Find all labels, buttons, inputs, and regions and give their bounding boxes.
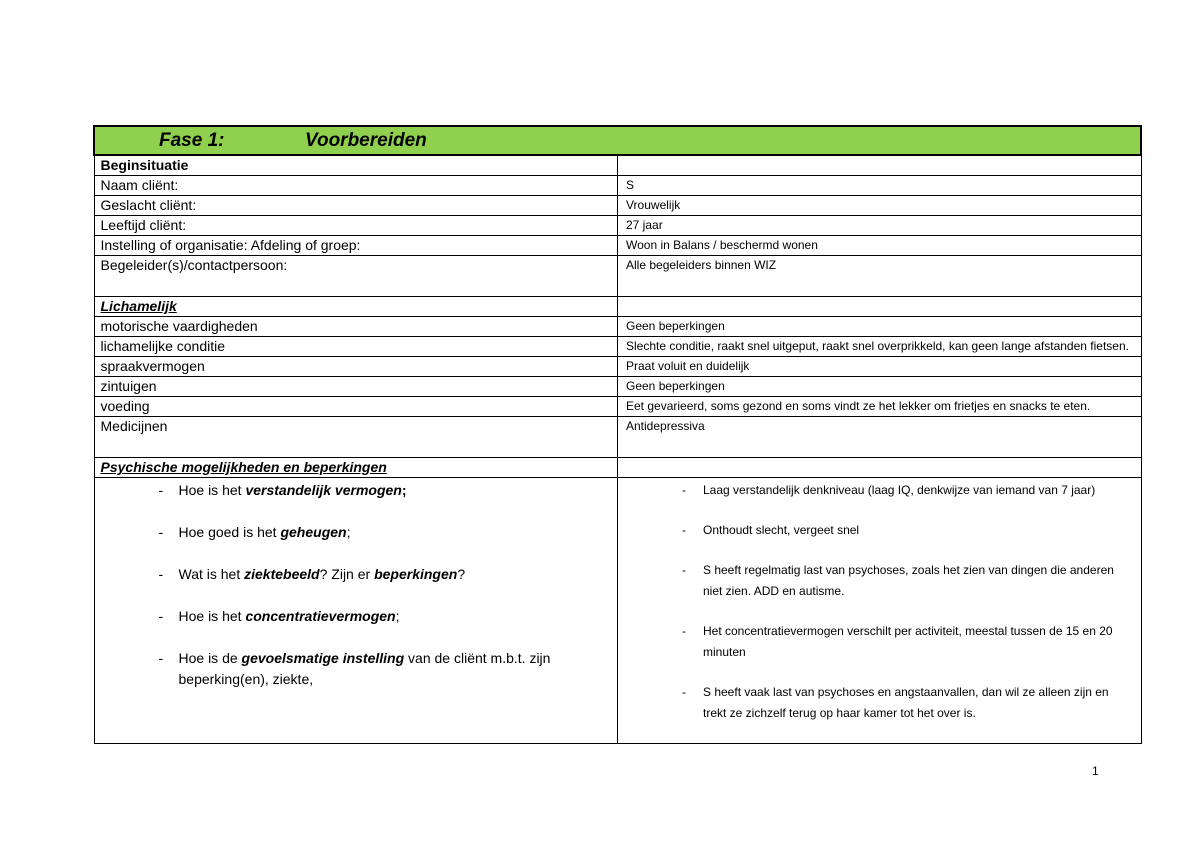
question-text: ; <box>395 608 400 624</box>
list-item <box>626 621 1135 663</box>
row-label: Begeleider(s)/contactpersoon: <box>94 256 618 297</box>
table-row <box>94 176 1141 196</box>
empty-cell <box>618 155 1142 176</box>
question-text: ; <box>401 482 407 498</box>
row-value: Alle begeleiders binnen WIZ <box>618 256 1142 297</box>
dash: - <box>158 524 164 540</box>
psychisch-heading-text: Psychische mogelijkheden en beperkingen <box>100 459 387 475</box>
question-text: Wat is het <box>178 566 245 582</box>
row-value: Antidepressiva <box>618 417 1142 458</box>
question-text: Hoe is het <box>178 608 246 624</box>
row-label: zintuigen <box>94 377 618 397</box>
list-item <box>626 560 1135 602</box>
table-row <box>94 377 1141 397</box>
section-heading-psychisch <box>94 458 618 478</box>
question-emphasis: gevoelsmatige instelling <box>241 650 405 666</box>
row-label: lichamelijke conditie <box>94 337 618 357</box>
dash: - <box>158 608 164 624</box>
table-row <box>94 236 1141 256</box>
dash: - <box>158 566 164 582</box>
question-emphasis: concentratievermogen <box>245 608 396 624</box>
section-row <box>94 155 1141 176</box>
list-item <box>101 564 612 585</box>
question-text: Hoe is de <box>178 650 242 666</box>
row-label: Geslacht cliënt: <box>94 196 618 216</box>
answer-text: Onthoudt slecht, vergeet snel <box>703 523 860 537</box>
row-value: Geen beperkingen <box>618 317 1142 337</box>
list-item <box>626 682 1135 724</box>
table-row <box>94 337 1141 357</box>
phase-header <box>94 126 1141 155</box>
question-text: Hoe is het <box>178 482 246 498</box>
dash: - <box>682 624 686 638</box>
question-emphasis: verstandelijk vermogen <box>245 482 402 498</box>
list-item <box>101 480 612 501</box>
row-value: 27 jaar <box>618 216 1142 236</box>
section-heading-lichamelijk: Lichamelijk <box>94 297 618 317</box>
answer-text: S heeft vaak last van psychoses en angstaanvallen, dan wil ze alleen zijn en trekt ze zichzelf terug op haar kamer tot het over is. <box>703 685 1109 720</box>
phase-header-row <box>94 126 1141 155</box>
row-value: Geen beperkingen <box>618 377 1142 397</box>
row-label: Naam cliënt: <box>94 176 618 196</box>
row-value: Slechte conditie, raakt snel uitgeput, raakt snel overprikkeld, kan geen lange afstanden fietsen. <box>618 337 1142 357</box>
table-row <box>94 196 1141 216</box>
question-answer-row <box>94 478 1141 744</box>
question-text: ? Zijn er <box>319 566 375 582</box>
phase-label: Fase 1: <box>159 129 225 151</box>
dash: - <box>682 523 686 537</box>
section-row <box>94 297 1141 317</box>
dash: - <box>682 563 686 577</box>
questions-cell <box>94 478 618 744</box>
question-text: van de cliënt m.b.t. zijn beperking(en), ziekte, <box>178 650 551 687</box>
list-item <box>626 480 1135 501</box>
row-label: Leeftijd cliënt: <box>94 216 618 236</box>
answers-cell <box>618 478 1142 744</box>
dash: - <box>158 482 164 498</box>
table-row <box>94 417 1141 458</box>
empty-cell <box>618 297 1142 317</box>
table-row <box>94 357 1141 377</box>
row-value: Vrouwelijk <box>618 196 1142 216</box>
question-text: Hoe goed is het <box>178 524 281 540</box>
empty-cell <box>618 458 1142 478</box>
table-row <box>94 256 1141 297</box>
phase-title: Voorbereiden <box>305 129 427 151</box>
table-row <box>94 397 1141 417</box>
row-value: Praat voluit en duidelijk <box>618 357 1142 377</box>
question-list <box>101 478 612 690</box>
page-number: 1 <box>1092 764 1099 778</box>
row-label: voeding <box>94 397 618 417</box>
answer-text: S heeft regelmatig last van psychoses, zoals het zien van dingen die anderen niet zien. ADD en autisme. <box>703 563 1114 598</box>
list-item <box>101 522 612 543</box>
table-row <box>94 216 1141 236</box>
list-item <box>626 520 1135 541</box>
answer-text: Het concentratievermogen verschilt per activiteit, meestal tussen de 15 en 20 minuten <box>703 624 1113 659</box>
table-row <box>94 317 1141 337</box>
row-label: spraakvermogen <box>94 357 618 377</box>
row-label: motorische vaardigheden <box>94 317 618 337</box>
list-item <box>101 606 612 627</box>
question-text: ? <box>457 566 466 582</box>
dash: - <box>682 483 686 497</box>
row-value: S <box>618 176 1142 196</box>
row-label: Medicijnen <box>94 417 618 458</box>
row-label: Instelling of organisatie: Afdeling of groep: <box>94 236 618 256</box>
row-value: Eet gevarieerd, soms gezond en soms vindt ze het lekker om frietjes en snacks te eten. <box>618 397 1142 417</box>
question-emphasis: beperkingen <box>374 566 458 582</box>
question-text: ; <box>346 524 351 540</box>
question-emphasis: ziektebeeld <box>244 566 320 582</box>
answer-text: Laag verstandelijk denkniveau (laag IQ, denkwijze van iemand van 7 jaar) <box>703 483 1096 497</box>
section-heading-beginsituatie: Beginsituatie <box>94 155 618 176</box>
section-row <box>94 458 1141 478</box>
dash: - <box>682 685 686 699</box>
answer-list <box>626 478 1135 724</box>
intake-table <box>93 125 1142 744</box>
dash: - <box>158 650 164 666</box>
row-value: Woon in Balans / beschermd wonen <box>618 236 1142 256</box>
list-item <box>101 648 612 690</box>
question-emphasis: geheugen <box>280 524 347 540</box>
